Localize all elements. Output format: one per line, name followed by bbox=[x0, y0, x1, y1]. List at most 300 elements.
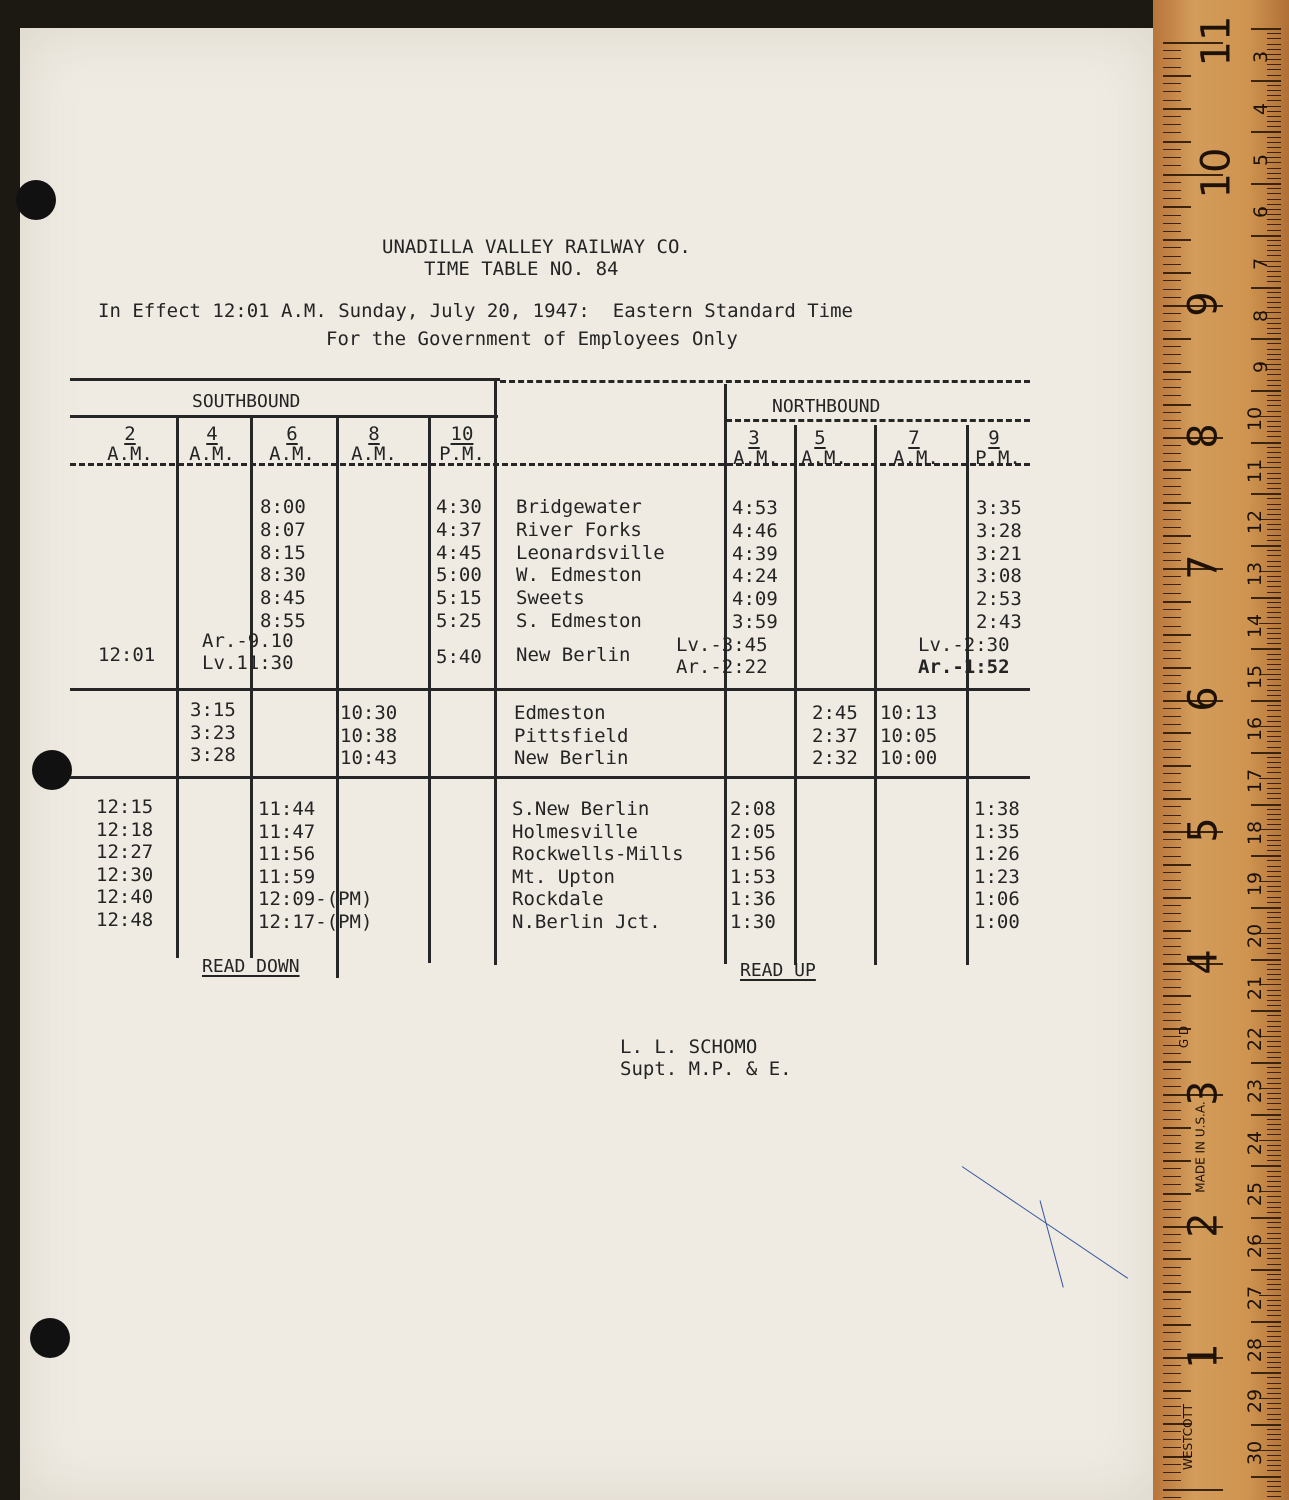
ruler-cm-tick bbox=[1267, 772, 1281, 773]
ruler-inch-tick bbox=[1163, 1431, 1181, 1432]
ruler-inch-number: 6 bbox=[1180, 686, 1227, 712]
ruler-inch-tick bbox=[1163, 231, 1181, 232]
ruler-cm-tick bbox=[1267, 1367, 1281, 1368]
ruler-inch-tick bbox=[1163, 716, 1181, 717]
ruler-inch-tick bbox=[1163, 478, 1181, 479]
ruler-inch-tick bbox=[1163, 404, 1191, 406]
ruler-cm-tick bbox=[1267, 421, 1281, 422]
ruler-cm-tick bbox=[1267, 586, 1281, 587]
ruler-inch-tick bbox=[1163, 683, 1181, 684]
ruler-cm-number: 8 bbox=[1249, 309, 1272, 323]
ruler-cm-tick bbox=[1267, 1124, 1281, 1125]
ruler-inch-tick bbox=[1163, 428, 1181, 429]
ruler-inch-tick bbox=[1163, 626, 1181, 627]
ruler-inch-tick bbox=[1163, 354, 1181, 355]
ruler-inch-tick bbox=[1163, 50, 1181, 51]
ruler-cm-tick bbox=[1267, 1021, 1281, 1022]
ruler-inch-tick bbox=[1163, 798, 1191, 800]
ruler-cm-tick bbox=[1267, 809, 1281, 810]
ruler-inch-tick bbox=[1163, 634, 1191, 636]
ruler-inch-tick bbox=[1163, 1160, 1191, 1162]
ruler-inch-tick bbox=[1163, 971, 1181, 972]
ruler-inch-tick bbox=[1163, 1365, 1181, 1366]
ruler-cm-tick bbox=[1267, 1496, 1281, 1497]
ruler-cm-tick bbox=[1267, 405, 1281, 406]
ruler-cm-tick bbox=[1251, 752, 1281, 754]
ruler-inch-tick bbox=[1163, 1242, 1181, 1243]
time-cell: 4:45 bbox=[436, 542, 482, 564]
ruler-inch-tick bbox=[1163, 1439, 1181, 1440]
ruler-cm-tick bbox=[1267, 1041, 1281, 1042]
ruler-cm-number: 4 bbox=[1249, 102, 1272, 116]
ruler-inch-tick bbox=[1163, 91, 1181, 92]
time-cell: 1:23 bbox=[974, 866, 1020, 888]
train-period: A.M. bbox=[107, 443, 153, 465]
section-divider bbox=[70, 776, 1030, 779]
ruler-inch-tick bbox=[1163, 1489, 1223, 1491]
ruler-cm-tick bbox=[1267, 1109, 1281, 1110]
ruler-cm-tick bbox=[1267, 462, 1281, 463]
ruler-cm-tick bbox=[1267, 1134, 1281, 1135]
ruler-cm-tick bbox=[1267, 664, 1281, 665]
ruler-inch-tick bbox=[1163, 1341, 1181, 1342]
ruler-inch-tick bbox=[1163, 165, 1181, 166]
ruler-inch-tick bbox=[1163, 313, 1181, 314]
ruler-cm-tick bbox=[1267, 1202, 1281, 1203]
time-cell: 10:38 bbox=[340, 725, 398, 747]
ruler-cm-tick bbox=[1251, 1372, 1281, 1374]
ruler-cm-tick bbox=[1267, 1481, 1281, 1482]
time-cell: 2:53 bbox=[976, 588, 1022, 610]
ruler-cm-tick bbox=[1267, 1388, 1281, 1389]
train-number: 2 bbox=[124, 423, 136, 445]
ruler-cm-tick bbox=[1267, 1227, 1281, 1228]
train-number: 6 bbox=[286, 423, 298, 445]
binder-hole bbox=[32, 750, 72, 790]
ruler-cm-number: 14 bbox=[1243, 613, 1266, 639]
ruler-cm-tick bbox=[1267, 788, 1281, 789]
ruler-cm-tick bbox=[1251, 959, 1281, 961]
ruler-cm-tick bbox=[1267, 302, 1281, 303]
ruler-inch-tick bbox=[1163, 1275, 1181, 1276]
ruler-inch-tick bbox=[1163, 675, 1181, 676]
ruler-cm-tick bbox=[1267, 871, 1281, 872]
time-cell: 12:09-(PM) bbox=[258, 888, 373, 910]
ruler-cm-tick bbox=[1267, 147, 1281, 148]
ruler-inch-tick bbox=[1163, 782, 1181, 783]
ruler-cm-tick bbox=[1267, 292, 1281, 293]
time-cell: 11:59 bbox=[258, 866, 316, 888]
ruler-cm-tick bbox=[1267, 504, 1281, 505]
ruler-cm-number: 29 bbox=[1243, 1388, 1266, 1414]
time-cell: 5:40 bbox=[436, 646, 482, 668]
ruler-cm-tick bbox=[1251, 493, 1281, 495]
ruler-cm-tick bbox=[1267, 566, 1281, 567]
station-name: Sweets bbox=[516, 587, 585, 609]
ruler-inch-tick bbox=[1163, 757, 1181, 758]
ruler-cm-tick bbox=[1267, 767, 1281, 768]
ruler-cm-number: 22 bbox=[1243, 1026, 1266, 1052]
ruler-cm-tick bbox=[1267, 1000, 1281, 1001]
ruler-cm-tick bbox=[1267, 1078, 1281, 1079]
ruler-cm-number: 30 bbox=[1243, 1440, 1266, 1466]
ruler-inch-tick bbox=[1163, 790, 1181, 791]
ruler-cm-tick bbox=[1267, 173, 1281, 174]
ruler-cm-tick bbox=[1251, 131, 1281, 133]
ruler-inch-tick bbox=[1163, 1447, 1181, 1448]
ruler-cm-tick bbox=[1267, 199, 1281, 200]
time-cell: 5:00 bbox=[436, 564, 482, 586]
ruler-inch-tick bbox=[1163, 108, 1191, 110]
ruler-inch-tick bbox=[1163, 1267, 1181, 1268]
ruler-cm-tick bbox=[1267, 1336, 1281, 1337]
ruler-inch-tick bbox=[1163, 1497, 1181, 1498]
time-cell: 12:15 bbox=[96, 796, 154, 818]
ruler-cm-number: 24 bbox=[1243, 1130, 1266, 1156]
ruler-cm-tick bbox=[1267, 1289, 1281, 1290]
ruler-inch-tick bbox=[1163, 995, 1191, 997]
ruler-cm-tick bbox=[1267, 1176, 1281, 1177]
ruler-cm-tick bbox=[1251, 1010, 1281, 1012]
ruler-cm-tick bbox=[1267, 1253, 1281, 1254]
ruler-inch-tick bbox=[1163, 815, 1181, 816]
time-cell: Ar.-2:22 bbox=[676, 656, 768, 678]
ruler-inch-tick bbox=[1163, 987, 1181, 988]
ruler-cm-tick bbox=[1267, 922, 1281, 923]
ruler-inch-tick bbox=[1163, 445, 1181, 446]
ruler-cm-tick bbox=[1267, 581, 1281, 582]
time-cell: Lv.-2:30 bbox=[918, 634, 1010, 656]
time-cell: Lv.11:30 bbox=[202, 652, 294, 674]
ruler-inch-tick bbox=[1163, 1069, 1181, 1070]
ruler-inch-tick bbox=[1163, 461, 1181, 462]
ruler-cm-tick bbox=[1267, 736, 1281, 737]
ruler-cm-tick bbox=[1267, 695, 1281, 696]
ruler-inch-tick bbox=[1163, 1053, 1181, 1054]
time-cell: 1:00 bbox=[974, 911, 1020, 933]
ruler-cm-tick bbox=[1267, 607, 1281, 608]
ruler-inch-tick bbox=[1163, 264, 1181, 265]
ruler-inch-tick bbox=[1163, 182, 1181, 183]
signer-name: L. L. SCHOMO bbox=[620, 1036, 758, 1058]
ruler-cm-tick bbox=[1267, 550, 1281, 551]
ruler-cm-tick bbox=[1267, 1305, 1281, 1306]
ruler-cm-tick bbox=[1267, 1414, 1281, 1415]
ruler-inch-number: 11 bbox=[1193, 15, 1240, 67]
ruler-cm-tick bbox=[1267, 1129, 1281, 1130]
ruler-inch-tick bbox=[1163, 1299, 1181, 1300]
table-top-rule bbox=[70, 378, 500, 381]
ruler-cm-tick bbox=[1267, 1470, 1281, 1471]
ruler-cm-tick bbox=[1267, 1160, 1281, 1161]
ruler-cm-tick bbox=[1267, 912, 1281, 913]
ruler-cm-tick bbox=[1267, 354, 1281, 355]
station-name: New Berlin bbox=[514, 747, 629, 769]
ruler-cm-tick bbox=[1267, 1439, 1281, 1440]
ruler-cm-tick bbox=[1251, 1114, 1281, 1116]
ruler-cm-tick bbox=[1267, 819, 1281, 820]
ruler-cm-tick bbox=[1267, 1083, 1281, 1084]
ruler-inch-tick bbox=[1163, 724, 1181, 725]
ruler-inch-tick bbox=[1163, 1078, 1181, 1079]
ruler-cm-tick bbox=[1251, 338, 1281, 340]
ruler-inch-tick bbox=[1163, 601, 1191, 603]
time-cell: 2:45 bbox=[812, 702, 858, 724]
ruler-inch-tick bbox=[1163, 1406, 1181, 1407]
time-cell: 12:17-(PM) bbox=[258, 911, 373, 933]
time-cell: 5:15 bbox=[436, 587, 482, 609]
time-cell: 10:30 bbox=[340, 702, 398, 724]
ruler-inch-tick bbox=[1163, 979, 1181, 980]
ruler-cm-tick bbox=[1267, 1408, 1281, 1409]
northbound-label: NORTHBOUND bbox=[772, 396, 881, 417]
ruler-cm-tick bbox=[1267, 793, 1281, 794]
ruler-cm-tick bbox=[1267, 276, 1281, 277]
ruler-inch-tick bbox=[1163, 839, 1181, 840]
ruler-inch-tick bbox=[1163, 1127, 1191, 1129]
ruler-cm-number: 23 bbox=[1243, 1078, 1266, 1104]
ruler-cm-tick bbox=[1267, 44, 1281, 45]
ruler-cm-tick bbox=[1267, 509, 1281, 510]
ruler-inch-tick bbox=[1163, 83, 1181, 84]
time-cell: 12:01 bbox=[98, 644, 156, 666]
time-cell: 11:56 bbox=[258, 843, 316, 865]
ruler-inch-number: 3 bbox=[1180, 1080, 1227, 1106]
ruler-inch-tick bbox=[1163, 1480, 1181, 1481]
ruler-cm-tick bbox=[1267, 307, 1281, 308]
ruler-cm-tick bbox=[1267, 1098, 1281, 1099]
ruler-cm-tick bbox=[1267, 1445, 1281, 1446]
ruler-cm-tick bbox=[1267, 426, 1281, 427]
ruler-inch-tick bbox=[1163, 856, 1181, 857]
signer-title: Supt. M.P. & E. bbox=[620, 1058, 792, 1080]
ruler-inch-tick bbox=[1163, 1184, 1181, 1185]
ruler-inch-tick bbox=[1163, 543, 1181, 544]
ruler-cm-tick bbox=[1267, 1455, 1281, 1456]
ruler-inch-tick bbox=[1163, 116, 1181, 117]
ruler-cm-tick bbox=[1251, 28, 1281, 30]
ruler-inch-tick bbox=[1163, 749, 1181, 750]
ruler-inch-tick bbox=[1163, 363, 1181, 364]
ruler-inch-tick bbox=[1163, 321, 1181, 322]
ruler-inch-tick bbox=[1163, 469, 1191, 471]
time-cell: 12:27 bbox=[96, 841, 154, 863]
ruler-gd-label: G D bbox=[1177, 1025, 1192, 1049]
ruler-cm-tick bbox=[1267, 1434, 1281, 1435]
ruler-inch-tick bbox=[1163, 1102, 1181, 1103]
ruler-cm-number: 27 bbox=[1243, 1285, 1266, 1311]
ruler-cm-tick bbox=[1267, 953, 1281, 954]
time-cell: 3:28 bbox=[976, 520, 1022, 542]
ruler-cm-tick bbox=[1267, 979, 1281, 980]
ruler-cm-tick bbox=[1267, 1248, 1281, 1249]
binder-hole bbox=[30, 1318, 70, 1358]
ruler-cm-tick bbox=[1267, 1331, 1281, 1332]
ruler-inch-tick bbox=[1163, 921, 1181, 922]
ruler-inch-tick bbox=[1163, 708, 1181, 709]
ruler-cm-tick bbox=[1251, 1062, 1281, 1064]
ruler-inch-tick bbox=[1163, 132, 1181, 133]
ruler-inch-tick bbox=[1163, 206, 1191, 208]
time-cell: 11:44 bbox=[258, 798, 316, 820]
time-cell: 4:37 bbox=[436, 519, 482, 541]
ruler-cm-tick bbox=[1267, 1196, 1281, 1197]
ruler-cm-number: 21 bbox=[1243, 975, 1266, 1001]
ruler-inch-tick bbox=[1163, 1168, 1181, 1169]
ruler-inch-tick bbox=[1163, 1464, 1181, 1465]
ruler-cm-tick bbox=[1267, 1046, 1281, 1047]
ruler-cm-tick bbox=[1267, 255, 1281, 256]
ruler-cm-tick bbox=[1267, 1264, 1281, 1265]
ruler-inch-tick bbox=[1163, 198, 1181, 199]
ruler-cm-tick bbox=[1267, 1233, 1281, 1234]
ruler-cm-tick bbox=[1267, 1357, 1281, 1358]
ruler-cm-number: 10 bbox=[1243, 406, 1266, 432]
ruler-cm-tick bbox=[1251, 1165, 1281, 1167]
ruler-inch-tick bbox=[1163, 330, 1181, 331]
ruler-inch-tick bbox=[1163, 247, 1181, 248]
ruler-cm-tick bbox=[1267, 1057, 1281, 1058]
column-rule bbox=[794, 425, 797, 965]
ruler-inch-tick bbox=[1163, 346, 1181, 347]
ruler-inch-tick bbox=[1163, 1308, 1181, 1309]
ruler-cm-number: 18 bbox=[1243, 820, 1266, 846]
time-cell: 12:18 bbox=[96, 819, 154, 841]
ruler-cm-tick bbox=[1267, 514, 1281, 515]
ruler-inch-tick bbox=[1163, 864, 1191, 866]
usage-note: For the Government of Employees Only bbox=[326, 328, 738, 350]
ruler-cm-number: 3 bbox=[1249, 50, 1272, 64]
ruler-cm-tick bbox=[1267, 1212, 1281, 1213]
ruler-cm-tick bbox=[1267, 917, 1281, 918]
ruler-cm-tick bbox=[1267, 323, 1281, 324]
ruler-cm-tick bbox=[1267, 669, 1281, 670]
ruler-cm-tick bbox=[1267, 488, 1281, 489]
train-number: 3 bbox=[748, 427, 760, 449]
header-rule bbox=[726, 419, 1030, 422]
time-cell: 1:26 bbox=[974, 843, 1020, 865]
ruler-cm-tick bbox=[1267, 1486, 1281, 1487]
ruler-cm-tick bbox=[1267, 75, 1281, 76]
train-number: 4 bbox=[206, 423, 218, 445]
company-title: UNADILLA VALLEY RAILWAY CO. bbox=[382, 236, 691, 258]
ruler-cm-tick bbox=[1267, 540, 1281, 541]
ruler-inch-tick bbox=[1163, 765, 1191, 767]
ruler-cm-tick bbox=[1267, 643, 1281, 644]
ruler-cm-tick bbox=[1267, 1274, 1281, 1275]
train-period: A.M. bbox=[189, 443, 235, 465]
ruler-cm-tick bbox=[1267, 628, 1281, 629]
time-cell: 1:30 bbox=[730, 911, 776, 933]
ruler-inch-tick bbox=[1163, 593, 1181, 594]
ruler-cm-tick bbox=[1267, 850, 1281, 851]
ruler-cm-tick bbox=[1267, 447, 1281, 448]
column-rule bbox=[874, 425, 877, 965]
train-period: A.M. bbox=[893, 447, 939, 469]
ruler-inch-tick bbox=[1163, 1415, 1181, 1416]
ruler-cm-tick bbox=[1267, 845, 1281, 846]
ruler-cm-tick bbox=[1267, 1284, 1281, 1285]
time-cell: 3:21 bbox=[976, 543, 1022, 565]
ruler-inch-tick bbox=[1163, 1086, 1181, 1087]
ruler-cm-tick bbox=[1267, 1207, 1281, 1208]
ruler-inch-tick bbox=[1163, 75, 1191, 77]
ruler-cm-tick bbox=[1267, 1238, 1281, 1239]
train-number: 7 bbox=[908, 427, 920, 449]
ruler-inch-tick bbox=[1163, 453, 1181, 454]
station-name: Pittsfield bbox=[514, 725, 629, 747]
ruler-cm-tick bbox=[1267, 411, 1281, 412]
ruler-cm-tick bbox=[1267, 69, 1281, 70]
station-name: Mt. Upton bbox=[512, 866, 615, 888]
time-cell: Ar.-9.10 bbox=[202, 630, 294, 652]
ruler-inch-tick bbox=[1163, 1135, 1181, 1136]
ruler-inch-tick bbox=[1163, 289, 1181, 290]
ruler-cm-number: 25 bbox=[1243, 1181, 1266, 1207]
ruler-cm-tick bbox=[1251, 907, 1281, 909]
ruler-cm-tick bbox=[1251, 442, 1281, 444]
station-name: Bridgewater bbox=[516, 496, 642, 518]
ruler-cm-tick bbox=[1267, 1300, 1281, 1301]
ruler-cm-tick bbox=[1267, 1393, 1281, 1394]
ruler-made-in-label: MADE IN U.S.A. bbox=[1193, 1101, 1208, 1193]
ruler-cm-tick bbox=[1267, 757, 1281, 758]
ruler-cm-tick bbox=[1267, 385, 1281, 386]
ruler-cm-tick bbox=[1267, 524, 1281, 525]
ruler-cm-tick bbox=[1267, 452, 1281, 453]
ruler-cm-tick bbox=[1267, 1093, 1281, 1094]
time-cell: 1:56 bbox=[730, 843, 776, 865]
ruler-cm-tick bbox=[1267, 1315, 1281, 1316]
ruler-cm-number: 16 bbox=[1243, 716, 1266, 742]
ruler-cm-tick bbox=[1267, 659, 1281, 660]
ruler-cm-tick bbox=[1267, 747, 1281, 748]
timetable-number: TIME TABLE NO. 84 bbox=[424, 258, 619, 280]
time-cell: 3:15 bbox=[190, 699, 236, 721]
ruler-cm-tick bbox=[1267, 1341, 1281, 1342]
ruler-cm-number: 17 bbox=[1243, 768, 1266, 794]
ruler-cm-tick bbox=[1267, 990, 1281, 991]
ruler-inch-tick bbox=[1163, 930, 1191, 932]
ruler-cm-tick bbox=[1267, 964, 1281, 965]
ruler-inch-number: 5 bbox=[1180, 817, 1227, 843]
ruler-cm-tick bbox=[1267, 710, 1281, 711]
time-cell: 10:43 bbox=[340, 747, 398, 769]
ruler-inch-tick bbox=[1163, 560, 1181, 561]
ruler-inch-tick bbox=[1163, 1193, 1191, 1195]
ruler-inch-number: 1 bbox=[1180, 1343, 1227, 1369]
column-rule bbox=[250, 418, 253, 958]
ruler-inch-tick bbox=[1163, 379, 1181, 380]
ruler-inch-number: 4 bbox=[1180, 949, 1227, 975]
ruler-cm-tick bbox=[1267, 731, 1281, 732]
ruler-cm-number: 12 bbox=[1243, 509, 1266, 535]
ruler-cm-tick bbox=[1267, 886, 1281, 887]
ruler-cm-tick bbox=[1267, 498, 1281, 499]
ruler-cm-tick bbox=[1267, 1352, 1281, 1353]
ruler-cm-tick bbox=[1267, 1377, 1281, 1378]
train-number: 9 bbox=[988, 427, 1000, 449]
ruler-cm-tick bbox=[1267, 33, 1281, 34]
ruler-inch-tick bbox=[1163, 691, 1181, 692]
station-name: W. Edmeston bbox=[516, 564, 642, 586]
ruler-cm-tick bbox=[1267, 928, 1281, 929]
ruler-inch-tick bbox=[1163, 823, 1181, 824]
ruler-cm-tick bbox=[1267, 679, 1281, 680]
ruler-cm-tick bbox=[1267, 400, 1281, 401]
ruler-cm-tick bbox=[1267, 576, 1281, 577]
ruler-cm-tick bbox=[1267, 1145, 1281, 1146]
